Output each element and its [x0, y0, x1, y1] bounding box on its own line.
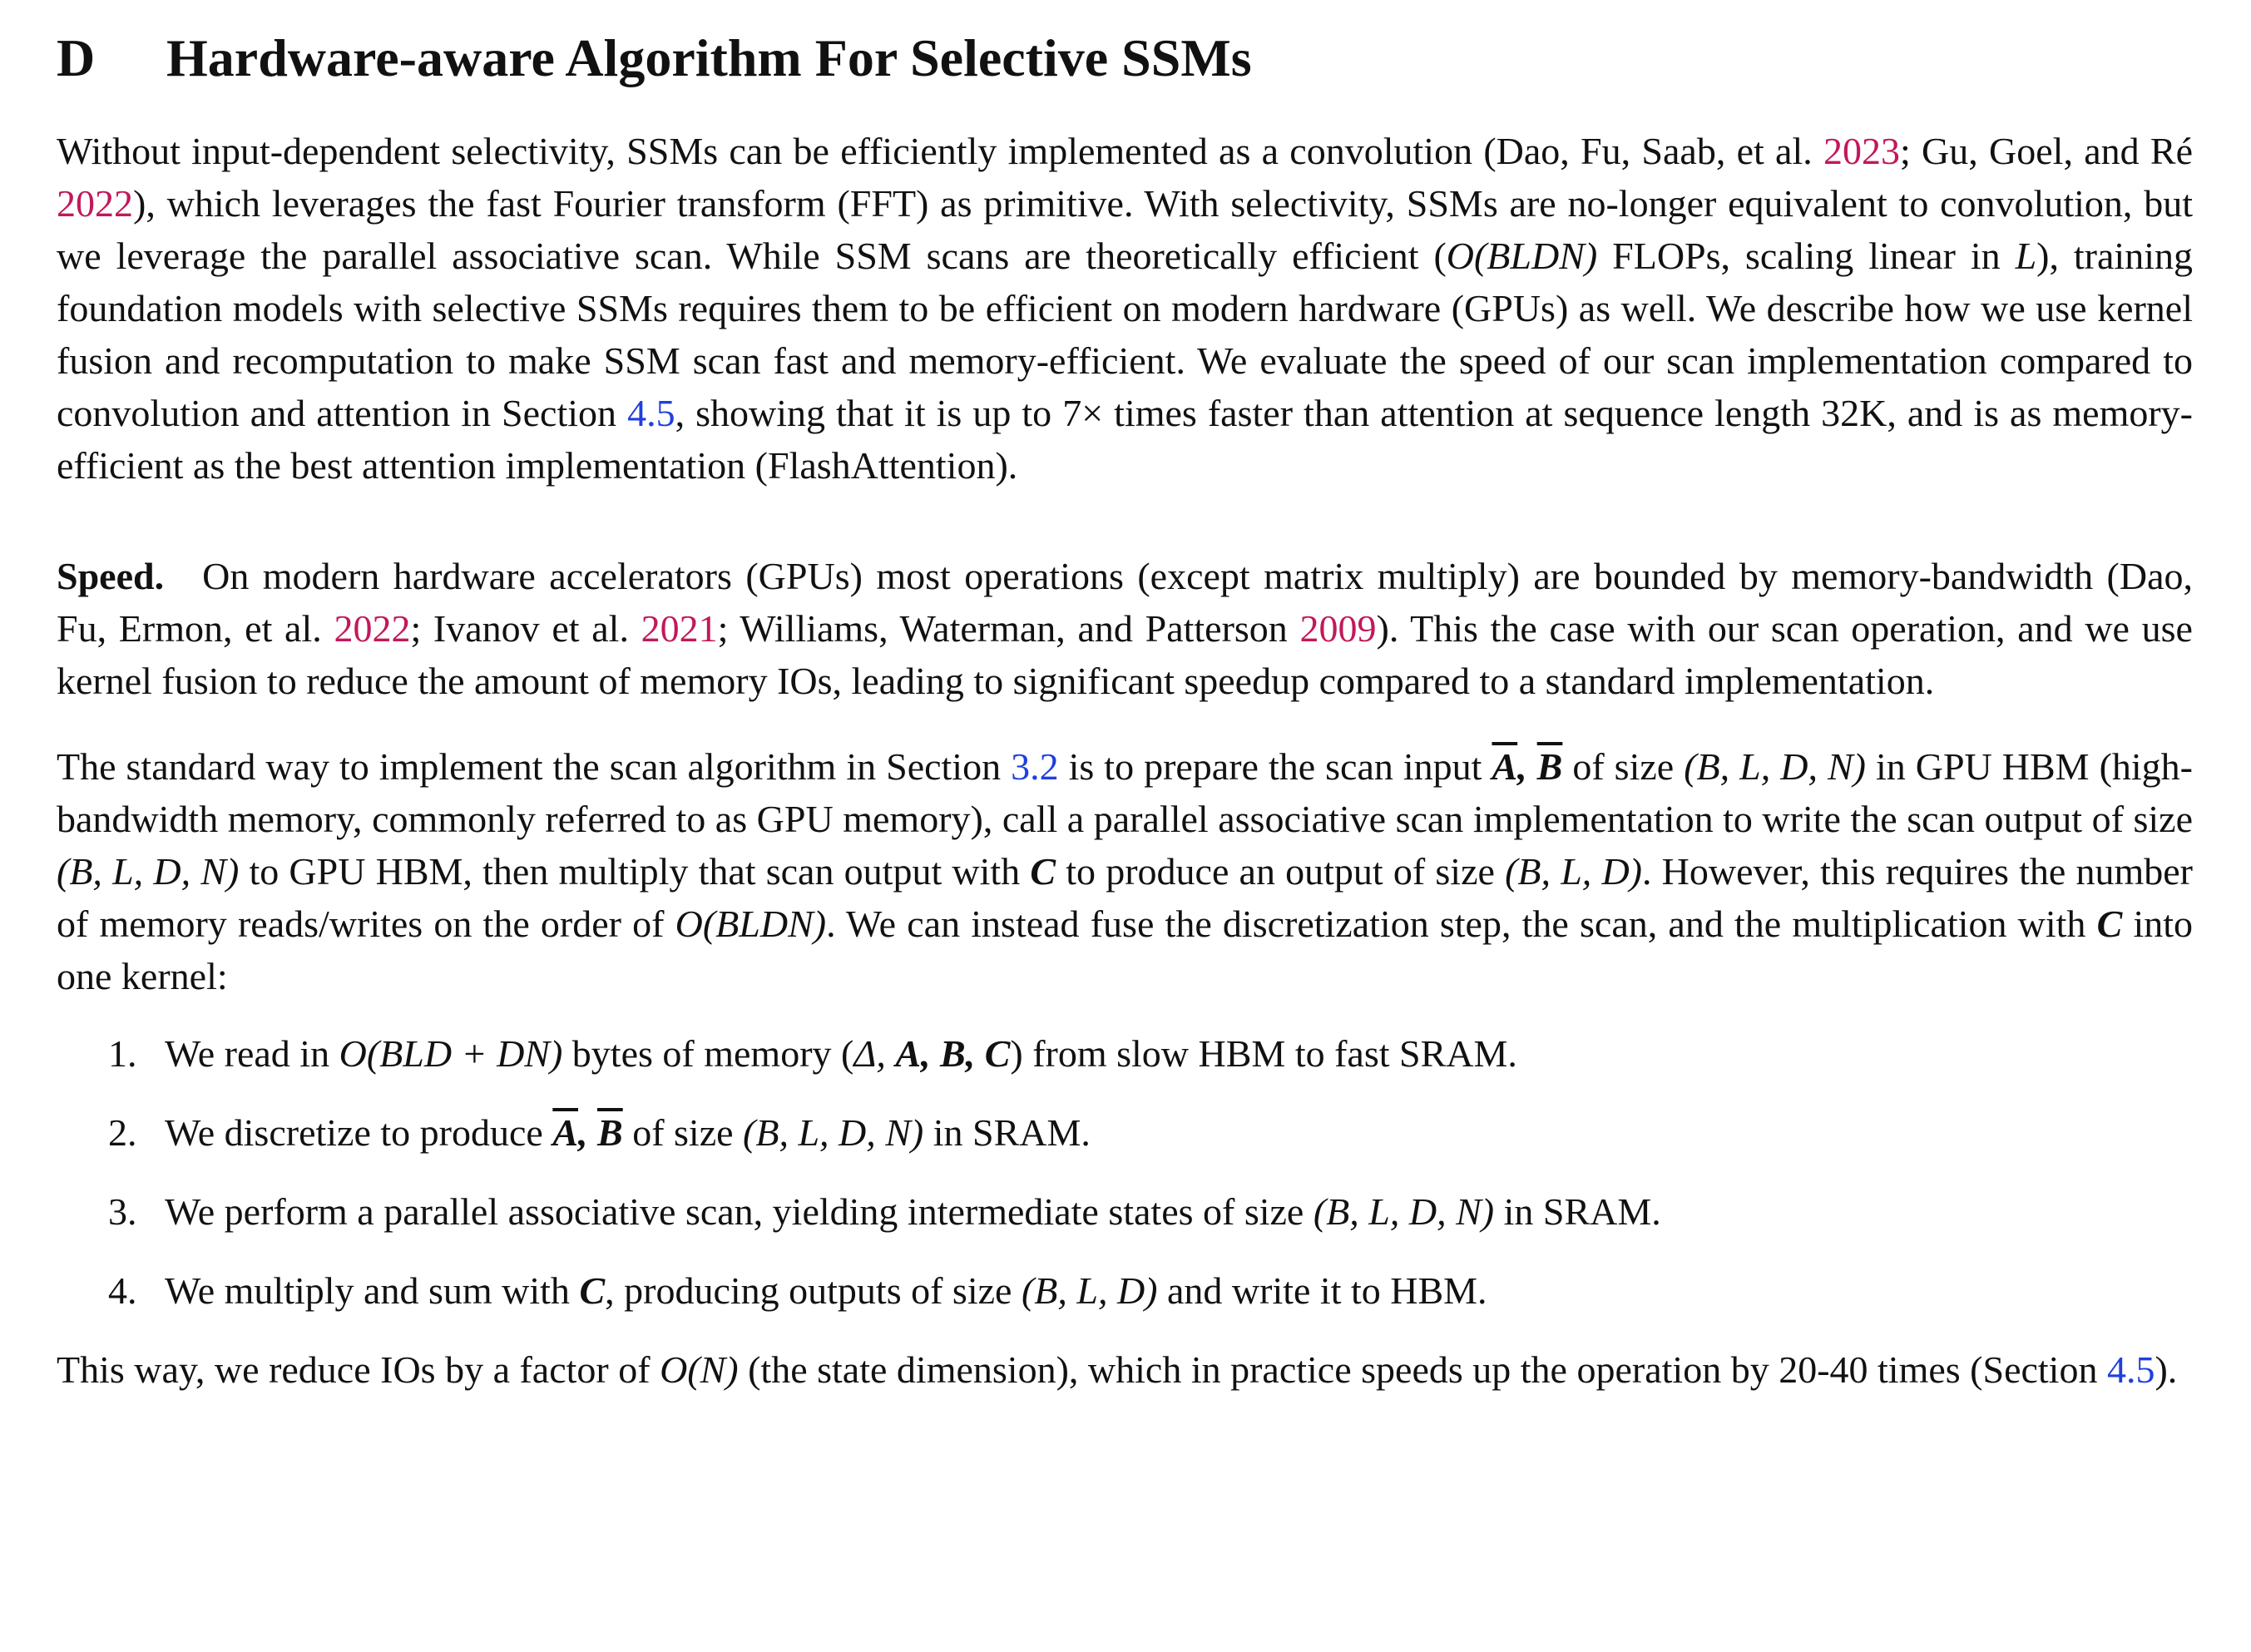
- math-bold: C: [2096, 903, 2123, 945]
- math-bold: C: [579, 1269, 606, 1312]
- kernel-steps-list: [57, 1027, 2193, 1317]
- math: O(BLD + DN): [339, 1032, 563, 1075]
- text-run: ), which leverages the fast Fourier transform (FFT) as primitive. With selectivity, SSMs are no-longer equivalent to convolution, but we leverage the parallel associative scan. While SSM scans are theoretically efficient (: [57, 182, 2193, 277]
- text-run: in SRAM.: [923, 1111, 1091, 1154]
- list-text: [165, 1032, 1517, 1075]
- paper-page: [57, 25, 2193, 1396]
- text-run: ; Gu, Goel, and Ré: [1900, 130, 2193, 172]
- section-heading: [57, 25, 2193, 92]
- text-run: ) from slow HBM to fast SRAM.: [1010, 1032, 1517, 1075]
- math: Δ,: [853, 1032, 896, 1075]
- list-number: 4.: [108, 1269, 137, 1312]
- text-run: This way, we reduce IOs by a factor of: [57, 1348, 660, 1391]
- text-run: , showing that it is up to 7× times faster than attention at sequence length 32K, and is as memory-efficient as the best attention implementation (FlashAttention).: [57, 392, 2193, 487]
- math-bold: ,: [578, 1111, 597, 1154]
- citation-link[interactable]: 2021: [641, 607, 718, 650]
- section-link[interactable]: 4.5: [2106, 1348, 2155, 1391]
- text-run: Without input-dependent selectivity, SSMs can be efficiently implemented as a convolution (Dao, Fu, Saab, et al.: [57, 130, 1823, 172]
- text-run: to GPU HBM, then multiply that scan output with: [239, 850, 1031, 893]
- speed-paragraph: [57, 550, 2193, 707]
- math-bar: $\overline{A}$: [1492, 745, 1518, 788]
- citation-link[interactable]: 2023: [1823, 130, 1900, 172]
- math-bold: ,: [1517, 745, 1537, 788]
- text-run: ), training foundation models with selective SSMs requires them to be efficient on modern hardware (GPUs) as well. We describe how we use kernel fusion and recomputation to make SSM scan fast and memory-efficient. We evaluate the speed of our scan implementation compared to convolution and attention in Section: [57, 235, 2193, 434]
- list-number: 2.: [108, 1111, 137, 1154]
- text-run: to produce an output of size: [1056, 850, 1506, 893]
- text-run: ; Ivanov et al.: [410, 607, 641, 650]
- text-run: ). This the case with our scan operation, and we use kernel fusion to reduce the amount of memory IOs, leading to significant speedup compared to a standard implementation.: [57, 607, 2193, 702]
- section-title: Hardware-aware Algorithm For Selective SSMs: [166, 28, 1252, 87]
- math-bold: A, B, C: [895, 1032, 1011, 1075]
- text-run: . However, this requires the number of memory reads/writes on the order of: [57, 850, 2193, 945]
- math-bar: $\overline{B}$: [1536, 745, 1563, 788]
- list-text: [165, 1111, 1091, 1154]
- math: L: [2015, 235, 2037, 277]
- list-item: [57, 1027, 2193, 1080]
- text-run: , producing outputs of size: [605, 1269, 1022, 1312]
- text-run: bytes of memory (: [562, 1032, 854, 1075]
- text-run: We read in: [165, 1032, 339, 1075]
- citation-link[interactable]: 2022: [334, 607, 411, 650]
- math: O(BLDN): [1446, 235, 1598, 277]
- math-bar: $\overline{A}$: [552, 1111, 578, 1154]
- list-item: [57, 1106, 2193, 1159]
- citation-link[interactable]: 2009: [1299, 607, 1377, 650]
- section-number: D: [57, 28, 96, 87]
- text-run: of size: [622, 1111, 744, 1154]
- section-link[interactable]: 3.2: [1011, 745, 1059, 788]
- math-bar: $\overline{B}$: [597, 1111, 623, 1154]
- text-run: The standard way to implement the scan algorithm in Section: [57, 745, 1012, 788]
- intro-paragraph: [57, 125, 2193, 492]
- math: (B, L, D, N): [1684, 745, 1866, 788]
- text-run: FLOPs, scaling linear in: [1597, 235, 2016, 277]
- math: O(BLDN): [675, 903, 827, 945]
- text-run: . We can instead fuse the discretization step, the scan, and the multiplication with: [826, 903, 2097, 945]
- text-run: (the state dimension), which in practice speeds up the operation by 20-40 times (Section: [738, 1348, 2107, 1391]
- run-in-heading: Speed.: [57, 555, 165, 597]
- text-run: in GPU HBM (high-bandwidth memory, commonly referred to as GPU memory), call a parallel associative scan implementation to write the scan output of size: [57, 745, 2193, 840]
- closing-paragraph: [57, 1343, 2193, 1396]
- text-run: We multiply and sum with: [165, 1269, 580, 1312]
- math: (B, L, D, N): [743, 1111, 924, 1154]
- list-text: [165, 1269, 1487, 1312]
- math: (B, L, D): [1021, 1269, 1158, 1312]
- text-run: in SRAM.: [1494, 1190, 1661, 1233]
- list-text: [165, 1190, 1661, 1233]
- list-item: [57, 1264, 2193, 1317]
- text-run: ; Williams, Waterman, and Patterson: [717, 607, 1300, 650]
- text-run: is to prepare the scan input: [1058, 745, 1492, 788]
- text-run: of size: [1562, 745, 1685, 788]
- text-run: and write it to HBM.: [1157, 1269, 1487, 1312]
- math: (B, L, D, N): [1313, 1190, 1495, 1233]
- standard-scan-paragraph: [57, 740, 2193, 1002]
- text-run: into one kernel:: [57, 903, 2193, 997]
- text-run: ).: [2155, 1348, 2178, 1391]
- text-run: On modern hardware accelerators (GPUs) most operations (except matrix multiply) are bounded by memory-bandwidth (Dao, Fu, Ermon, et al.: [57, 555, 2193, 650]
- list-number: 1.: [108, 1032, 137, 1075]
- text-run: We discretize to produce: [165, 1111, 553, 1154]
- math: O(N): [660, 1348, 739, 1391]
- citation-link[interactable]: 2022: [57, 182, 133, 225]
- math: (B, L, D): [1505, 850, 1642, 893]
- text-run: We perform a parallel associative scan, yielding intermediate states of size: [165, 1190, 1313, 1233]
- math-bold: C: [1030, 850, 1056, 893]
- math: (B, L, D, N): [57, 850, 240, 893]
- section-link[interactable]: 4.5: [627, 392, 675, 434]
- list-item: [57, 1185, 2193, 1238]
- list-number: 3.: [108, 1190, 137, 1233]
